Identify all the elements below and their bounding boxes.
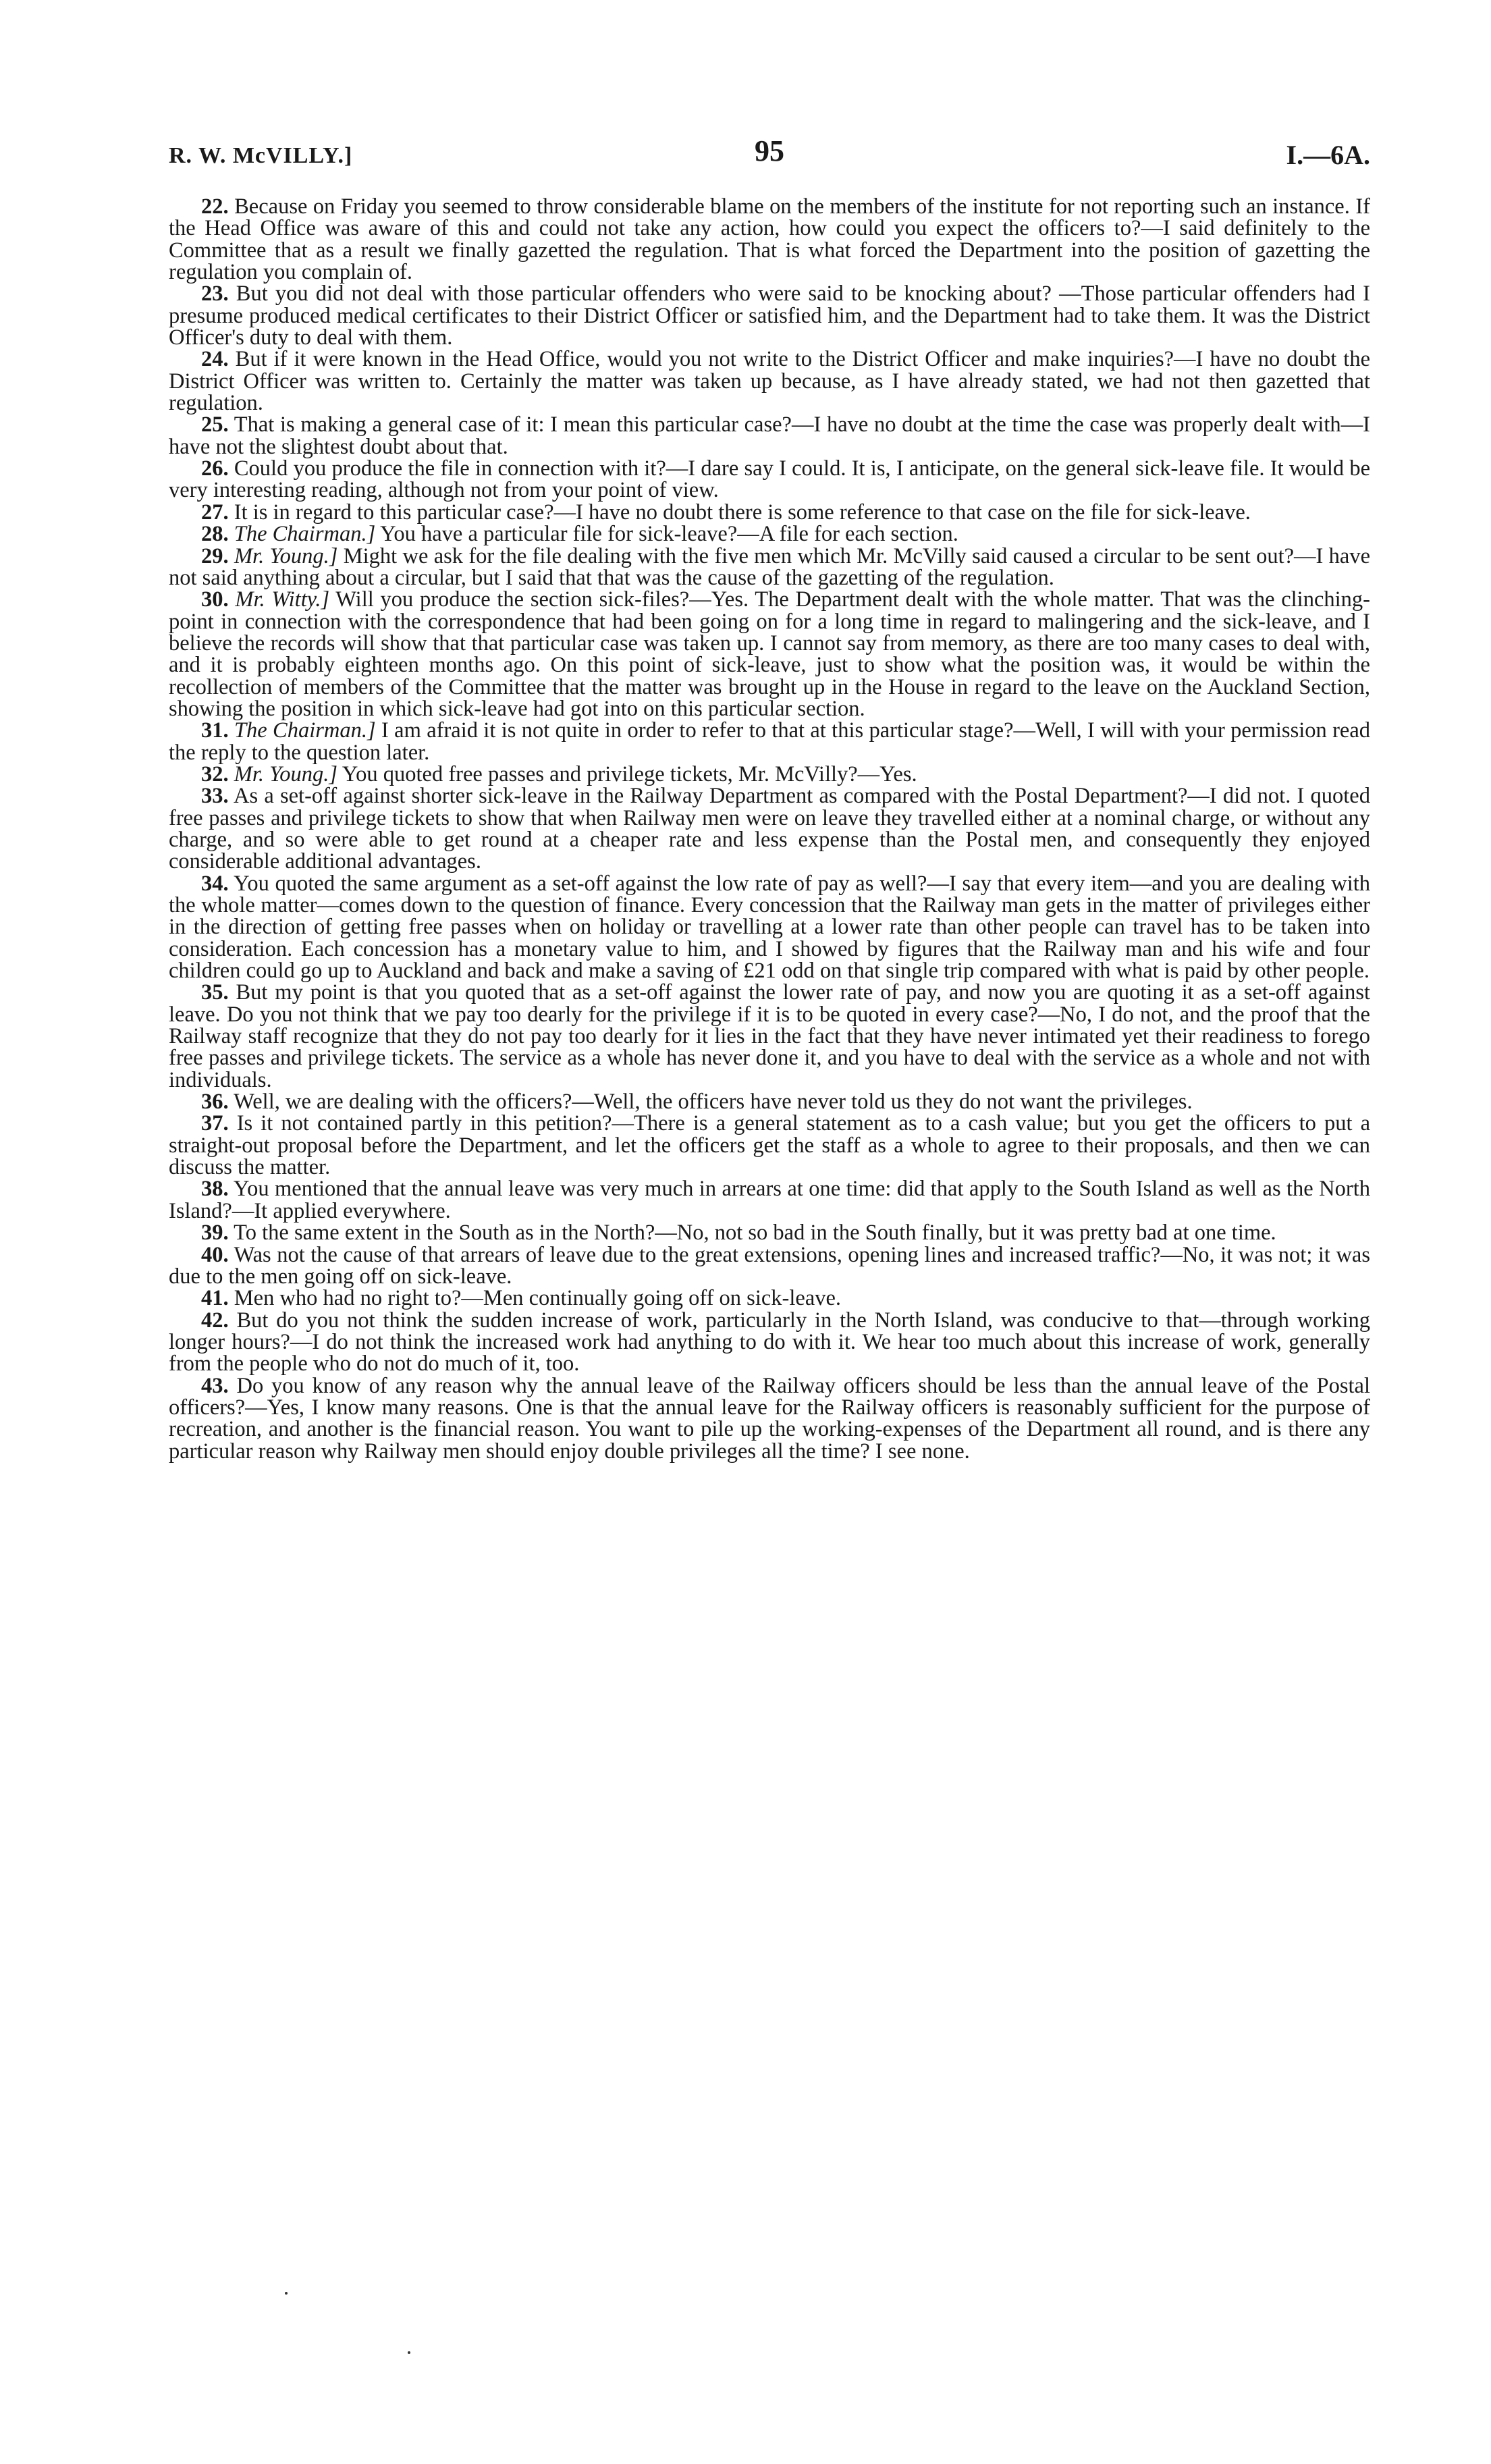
question-text: You have a particular file for sick-leave?—A file for each section.: [380, 522, 958, 547]
question-paragraph: [169, 1310, 1370, 1375]
document-page: [169, 128, 1370, 1462]
question-text: That is making a general case of it: I mean this particular case?—I have no doubt at the time the case was properly dealt with—I have not the slightest doubt about that.: [169, 412, 1371, 459]
question-text: As a set-off against shorter sick-leave in the Railway Department as compared with the Postal Department?—I did not. I quoted free passes and privilege tickets to show that when Railway men were on leave they travelled either at a nominal charge, or without any charge, and so were able to get round at a cheaper rate and less expense than the Postal men, and consequently they enjoyed considerable additional advantages.: [169, 784, 1370, 874]
question-text: Well, we are dealing with the officers?—Well, the officers have never told us they do not want the privileges.: [234, 1090, 1193, 1115]
question-paragraph: [169, 414, 1370, 458]
question-paragraph: [169, 589, 1370, 720]
speaker-label: The Chairman.]: [234, 718, 376, 743]
question-paragraph: [169, 720, 1370, 764]
question-text: Because on Friday you seemed to throw considerable blame on the members of the institute for not reporting such an instance. If the Head Office was aware of this and could not take any action, how could you expect the officers to?—I said definitely to the Committee that as a result we finally gazetted the regulation. That is what forced the Department into the position of gazetting the regulation you complain of.: [169, 194, 1370, 285]
question-text: Do you know of any reason why the annual leave of the Railway officers should be less than the annual leave of the Postal officers?—Yes, I know many reasons. One is that the annual leave for the Railway officers is reasonably sufficient for the purpose of recreation, and another is the financial reason. You want to pile up the working-expenses of the Department all round, and is there any particular reason why Railway men should enjoy double privileges all the time? I see none.: [169, 1373, 1371, 1464]
question-paragraph: [169, 1244, 1370, 1288]
print-speck: [285, 2292, 288, 2295]
question-number: 26.: [201, 456, 229, 481]
question-number: 40.: [201, 1242, 229, 1267]
question-paragraph: [169, 523, 1370, 545]
testimony-body: [169, 196, 1370, 1462]
witness-name: R. W. McVILLY.]: [169, 143, 353, 168]
question-number: 34.: [201, 871, 229, 896]
question-text: I am afraid it is not quite in order to refer to that at this particular stage?—Well, I will with your permission read the reply to the question later.: [169, 718, 1371, 765]
question-number: 24.: [201, 347, 229, 372]
paper-reference: I.—6A.: [1286, 140, 1370, 170]
question-text: But you did not deal with those particular offenders who were said to be knocking about? —Those particular offenders had I presume produced medical certificates to their District Officer or satisfied him, and the Department had to take them. It was the District Officer's duty to deal with them.: [169, 282, 1371, 350]
question-paragraph: [169, 458, 1370, 502]
question-paragraph: [169, 785, 1370, 872]
question-number: 41.: [201, 1286, 229, 1311]
question-text: Will you produce the section sick-files?—Yes. The Department dealt with the whole matter. That was the clinching-point in connection with the correspondence that had been going on for a long time in regard to malingering and the sick-leave, and I believe the records will show that that particular case was taken up. I cannot say from memory, as there are too many cases to deal with, and it is probably eighteen months ago. On this point of sick-leave, just to show what the position was, it would be within the recollection of members of the Committee that the matter was brought up in the House in regard to the leave on the Auckland Section, showing the position in which sick-leave had got into on this particular section.: [169, 587, 1370, 721]
question-number: 29.: [201, 543, 229, 568]
question-text: Might we ask for the file dealing with the five men which Mr. McVilly said caused a circular to be sent out?—I have not said anything about a circular, but I said that that was the cause of the gazetting of the regulation.: [169, 543, 1371, 590]
question-number: 22.: [201, 194, 229, 219]
question-text: But do you not think the sudden increase of work, particularly in the North Island, was conducive to that—through working longer hours?—I do not think the increased work had anything to do with it. We hear too much about this increase of work, generally from the people who do not do much of it, too.: [169, 1308, 1371, 1376]
question-text: Is it not contained partly in this petition?—There is a general statement as to a cash value; but you get the officers to put a straight-out proposal before the Department, and let the officers get the staff as a whole to agree to their proposals, and then we can discuss the matter.: [169, 1111, 1371, 1180]
question-text: But my point is that you quoted that as a set-off against the lower rate of pay, and now you are quoting it as a set-off against leave. Do you not think that we pay too dearly for the privilege if it is to be quoted in every case?—No, I do not, and the proof that the Railway staff recognize that they do not pay too dearly for it lies in the fact that they have never intimated yet their readiness to forego free passes and privilege tickets. The service as a whole has never done it, and you have to deal with the service as a whole and not with individuals.: [169, 980, 1371, 1092]
question-number: 36.: [201, 1090, 229, 1115]
page-header: [169, 128, 1370, 176]
speaker-label: The Chairman.]: [234, 522, 376, 547]
question-number: 39.: [201, 1221, 229, 1246]
print-speck: [408, 2351, 410, 2354]
question-paragraph: [169, 545, 1370, 589]
question-paragraph: [169, 502, 1370, 523]
question-number: 30.: [201, 587, 229, 612]
question-paragraph: [169, 1375, 1370, 1462]
question-number: 28.: [201, 522, 229, 547]
question-paragraph: [169, 1113, 1370, 1178]
question-number: 38.: [201, 1177, 229, 1202]
question-number: 43.: [201, 1373, 229, 1398]
question-text: Could you produce the file in connection with it?—I dare say I could. It is, I anticipate, on the general sick-leave file. It would be very interesting reading, although not from your point of view.: [169, 456, 1371, 503]
page-number: 95: [755, 134, 784, 167]
question-text: You mentioned that the annual leave was very much in arrears at one time: did that apply to the South Island as well as the North Island?—It applied everywhere.: [169, 1177, 1370, 1223]
question-text: You quoted the same argument as a set-off against the low rate of pay as well?—I say that every item—and you are dealing with the whole matter—comes down to the question of finance. Every concession that the Railway man gets in the matter of privileges either in the direction of getting free passes when on holiday or travelling at a lower rate than other people can travel has to be taken into consideration. Each concession has a monetary value to him, and I showed by figures that the Railway man and his wife and four children could go up to Auckland and back and make a saving of £21 odd on that single trip compared with what is paid by other people.: [169, 871, 1371, 984]
question-text: Was not the cause of that arrears of leave due to the great extensions, opening lines and increased traffic?—No, it was not; it was due to the men going off on sick-leave.: [169, 1242, 1370, 1289]
question-number: 32.: [201, 761, 229, 786]
question-number: 25.: [201, 412, 229, 437]
question-text: It is in regard to this particular case?—I have no doubt there is some reference to that case on the file for sick-leave.: [234, 500, 1251, 525]
question-number: 37.: [201, 1111, 229, 1136]
question-text: Men who had no right to?—Men continually going off on sick-leave.: [234, 1286, 842, 1311]
question-paragraph: [169, 1287, 1370, 1309]
question-number: 31.: [201, 718, 229, 743]
question-paragraph: [169, 1178, 1370, 1222]
question-text: You quoted free passes and privilege tickets, Mr. McVilly?—Yes.: [342, 761, 917, 786]
question-number: 23.: [201, 282, 229, 306]
question-number: 42.: [201, 1308, 229, 1333]
question-number: 35.: [201, 980, 229, 1005]
question-paragraph: [169, 1091, 1370, 1113]
question-paragraph: [169, 761, 1370, 786]
question-text: But if it were known in the Head Office, would you not write to the District Officer and make inquiries?—I have no doubt the District Officer was written to. Certainly the matter was taken up because, as I have already stated, we had not then gazetted that regulation.: [169, 347, 1371, 416]
question-paragraph: [169, 873, 1370, 982]
question-paragraph: [169, 283, 1370, 348]
speaker-label: Mr. Witty.]: [235, 587, 330, 612]
question-number: 27.: [201, 500, 229, 525]
speaker-label: Mr. Young.]: [234, 761, 337, 786]
question-number: 33.: [201, 784, 229, 809]
question-paragraph: [169, 982, 1370, 1091]
question-paragraph: [169, 196, 1370, 283]
question-text: To the same extent in the South as in the North?—No, not so bad in the South finally, but it was pretty bad at one time.: [234, 1221, 1276, 1246]
speaker-label: Mr. Young.]: [234, 543, 338, 568]
question-paragraph: [169, 348, 1370, 414]
question-paragraph: [169, 1221, 1370, 1246]
